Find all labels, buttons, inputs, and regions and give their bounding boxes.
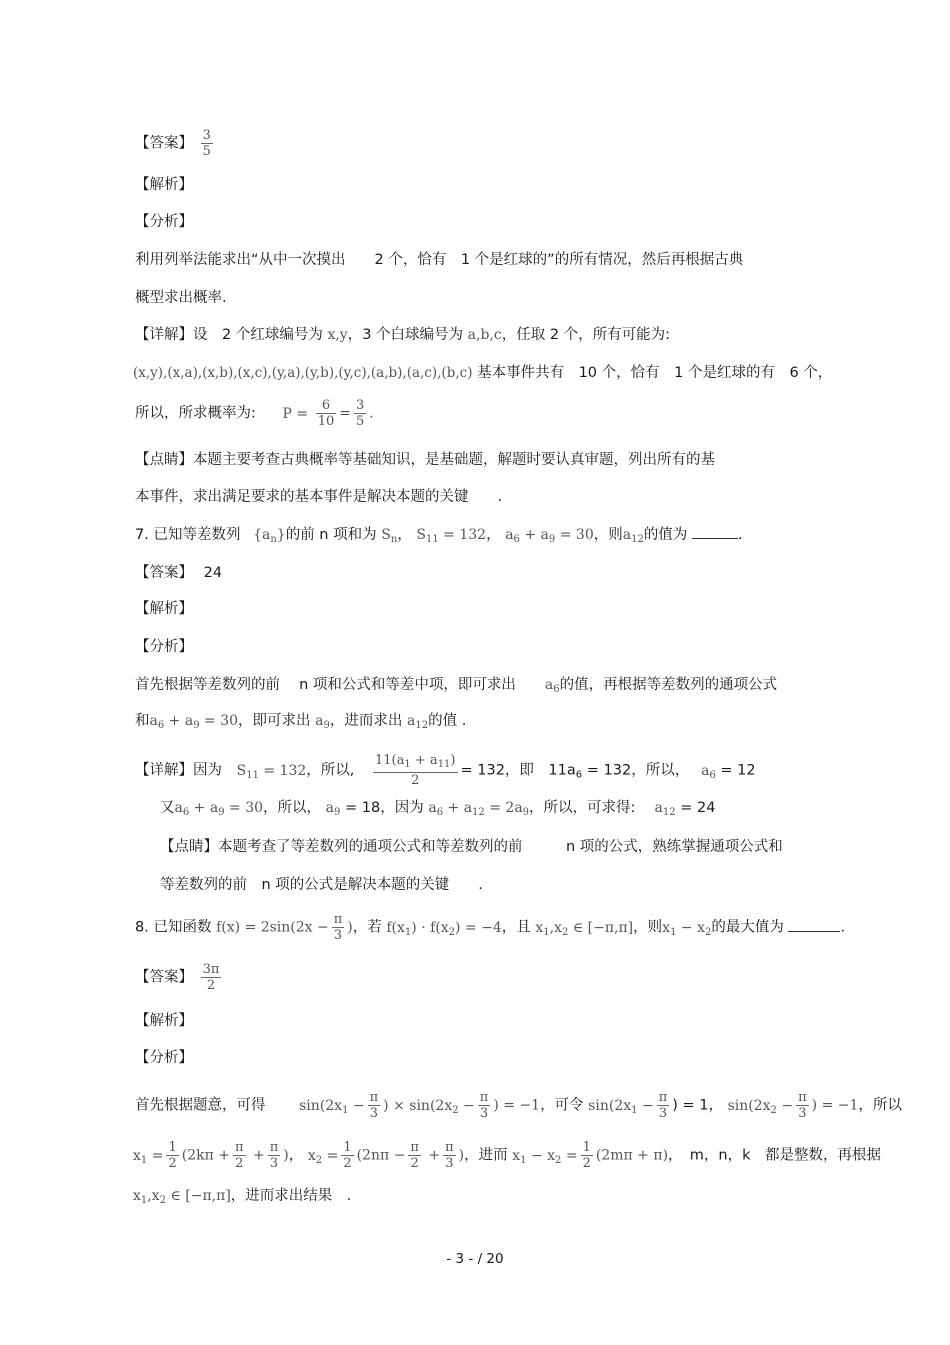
q6-analyze-tag: 【分析】 [135, 214, 193, 230]
q7-analyze-line1: 首先根据等差数列的前 n 项和公式和等差中项，即可求出 $a_6$的值，再根据等差数列的通项公式 [135, 677, 778, 695]
q6-answer-line [135, 128, 216, 159]
q8-analyze-line1: 首先根据题意，可得 $\sin(2x_1$ − $\frac{\pi}{3}$ ) × $\sin(2x_2$ − $\frac{\pi}{3}$ ) = −1，可令 $\sin(2x_1$ − $\frac{\pi}{3}$ ) = 1， $\sin(2x_2$ − $\frac{\pi}{3}$ ) = −1，所以 [135, 1090, 902, 1121]
q6-comment-line1: 【点睛】本题主要考查古典概率等基础知识，是基础题，解题时要认真审题，列出所有的基 [135, 452, 715, 468]
q8-stem: 8. 已知函数 f(x) = 2sin(2x − $\frac{\pi}{3}$ )，若 $f(x_1) \cdot f(x_2) = -4$，且 $x_1,x_2$ ∈ [−π,π]，则$x_1 - x_2$的最大值为 . [135, 912, 846, 943]
answer-tag: 【答案】 [135, 135, 193, 152]
q7-answer-blank [692, 524, 738, 539]
q7-answer-value: 24 [203, 565, 223, 581]
q6-analysis-tag: 【解析】 [135, 177, 193, 193]
answer-tag: 【答案】 [135, 969, 193, 986]
q7-comment-line1: 【点睛】本题考查了等差数列的通项公式和等差数列的前 n 项的公式，熟练掌握通项公式和 [160, 839, 783, 855]
q6-comment-line2: 本事件，求出满足要求的基本事件是解决本题的关键 . [135, 489, 503, 505]
q7-detail-line1: 【详解】因为 $S_{11} = 132$，所以, $\frac{11(a_1 + a_{11})}{2}$ = 132，即 $11a_6 = 132$，所以， $a_6 = 12$ [135, 753, 756, 788]
q7-answer-line [135, 563, 222, 583]
q6-probability-line: 所以，所求概率为: P = $\frac{6}{10}$ = $\frac{3}{5}$ . [135, 398, 374, 429]
q8-analyze-tag: 【分析】 [135, 1050, 193, 1066]
q6-detail-line: 【详解】设 2 个红球编号为 x,y，3 个白球编号为 a,b,c，任取 2 个，所有可能为: [135, 327, 671, 343]
detail-tag: 【详解】 [135, 327, 193, 343]
q6-answer-fraction: $\frac{3}{5}$ [202, 128, 211, 159]
q7-stem: 7. 已知等差数列 $\{a_n\}$的前 n 项和为 $S_n$， $S_{11} = 132$， $a_6 + a_9 = 30$，则$a_{12}$的值为 . [135, 524, 743, 550]
q6-events-line: (x,y),(x,a),(x,b),(x,c),(y,a),(y,b),(y,c),(a,b),(a,c),(b,c) 基本事件共有 10 个，恰有 1 个是红球的有 6 个， [133, 365, 833, 381]
q8-analysis-tag: 【解析】 [135, 1013, 193, 1029]
q8-analyze-line2: $x_1$ = $\frac{1}{2}$ (2kπ + $\frac{\pi}{2}$ + $\frac{\pi}{3}$ )， $x_2$ = $\frac{1}{2}$ (2nπ − $\frac{\pi}{2}$ + $\frac{\pi}{3}$ )，进而 $x_1 - x_2$ = $\frac{1}{2}$ (2mπ + π)， m，n，k 都是整数，再根据 [133, 1140, 881, 1171]
q6-events-list: (x,y),(x,a),(x,b),(x,c),(y,a),(y,b),(y,c),(a,b),(a,c),(b,c) [133, 365, 473, 381]
q7-sum-fraction: $\frac{11(a_1 + a_{11})}{2}$ [375, 753, 456, 788]
answer-tag: 【答案】 [135, 565, 193, 581]
detail-tag: 【详解】 [135, 762, 193, 779]
q6-analyze-line2: 概型求出概率. [135, 290, 227, 306]
q7-comment-line2: 等差数列的前 n 项的公式是解决本题的关键 . [160, 877, 483, 893]
q7-analyze-line2: 和$a_6 + a_9 = 30$，即可求出 $a_9$，进而求出 $a_{12}$的值 . [135, 713, 467, 731]
comment-tag: 【点睛】 [160, 839, 218, 855]
q8-analyze-line3: $x_1,x_2$ ∈ [−π,π]，进而求出结果 . [133, 1188, 352, 1206]
q8-answer-line [135, 962, 224, 993]
page-number: - 3 - / 20 [446, 1251, 504, 1267]
q7-detail-line2: 又$a_6 + a_9 = 30$，所以， $a_9 = 18$，因为 $a_6 + a_{12} = 2a_9$，所以，可求得: $a_{12} = 24$ [160, 800, 716, 818]
q8-answer-fraction: $\frac{3\pi}{2}$ [202, 962, 220, 993]
q7-analyze-tag: 【分析】 [135, 639, 193, 655]
q7-analysis-tag: 【解析】 [135, 601, 193, 617]
q6-analyze-line1: 利用列举法能求出“从中一次摸出 2 个，恰有 1 个是红球的”的所有情况，然后再根据古典 [135, 252, 744, 268]
q8-answer-blank [788, 917, 840, 932]
comment-tag: 【点睛】 [135, 452, 193, 468]
